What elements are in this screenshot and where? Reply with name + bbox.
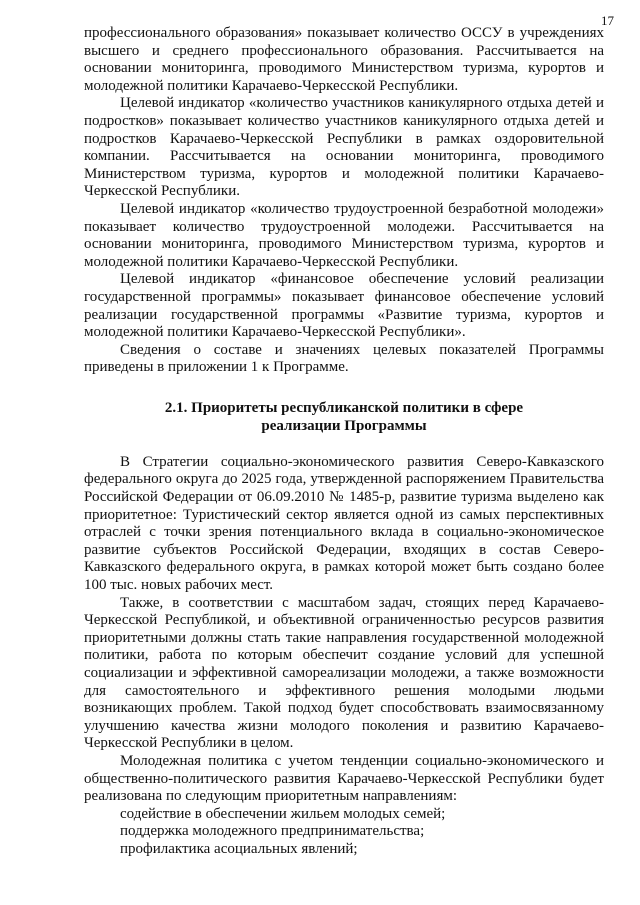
section-heading <box>84 399 604 435</box>
paragraph: Молодежная политика с учетом тенденции социально-экономического и общественно-политического развития Карачаево-Черкесской Республики будет реализована по следующим приоритетным направлениям: <box>84 752 604 805</box>
list-item: профилактика асоциальных явлений; <box>120 840 358 857</box>
page-content <box>84 25 604 859</box>
paragraph: Целевой индикатор «количество участников каникулярного отдыха детей и подростков» показывает количество участников каникулярного отдыха детей и подростков Карачаево-Черкесской Республики в рамках оздоровительной компании. Рассчитывается на основании мониторинга, проводимого Министерством туризма, курортов и молодежной политики Карачаево-Черкесской Республики. <box>84 95 604 200</box>
page-number: 17 <box>601 13 614 28</box>
paragraph: Целевой индикатор «финансовое обеспечение условий реализации государственной программы» показывает финансовое обеспечение условий реализации государственной программы «Развитие туризма, курортов и молодежной политики Карачаево-Черкесской Республики». <box>84 271 604 341</box>
paragraph: профессионального образования» показывает количество ОССУ в учреждениях высшего и среднего профессионального образования. Рассчитывается на основании мониторинга, проводимого Министерством туризма, курортов и молодежной политики Карачаево-Черкесской Республики. <box>84 25 604 94</box>
list-item: поддержка молодежного предпринимательства; <box>120 823 425 840</box>
section-heading-line: 2.1. Приоритеты республиканской политики в сфере <box>164 399 524 416</box>
paragraph: В Стратегии социально-экономического развития Северо-Кавказского федерального округа до 2025 года, утвержденной распоряжением Правительства Российской Федерации от 06.09.2010 № 1485-р, развитие туризма выделено как приоритетное: Туристический сектор является одной из самых перспективных отраслей с точки зрения потенциального вклада в социально-экономическое развитие субъектов Российской Федерации, входящих в состав Северо-Кавказского федерального округа, в рамках которой может быть создано более 100 тыс. новых рабочих мест. <box>84 453 604 594</box>
paragraph: Целевой индикатор «количество трудоустроенной безработной молодежи» показывает количество трудоустроенной молодежи. Рассчитывается на основании мониторинга, проводимого Министерством туризма, курортов и молодежной политики Карачаево-Черкесской Республики. <box>84 200 604 270</box>
list-item: содействие в обеспечении жильем молодых семей; <box>120 805 446 822</box>
paragraph: Сведения о составе и значениях целевых показателей Программы приведены в приложении 1 к Программе. <box>84 341 604 376</box>
paragraph: Также, в соответствии с масштабом задач, стоящих перед Карачаево-Черкесской Республикой, и объективной ограниченностью ресурсов развития приоритетными должны стать такие направления государственной молодежной политики, работа по которым обеспечит создание условий для успешной социализации и эффективной самореализации молодежи, а также возможности для самостоятельного и эффективного решения молодыми людьми возникающих проблем. Такой подход будет способствовать взаимосвязанному улучшению качества жизни молодого поколения и развитию Карачаево-Черкесской Республики в целом. <box>84 594 604 752</box>
section-heading-line: реализации Программы <box>261 417 427 434</box>
